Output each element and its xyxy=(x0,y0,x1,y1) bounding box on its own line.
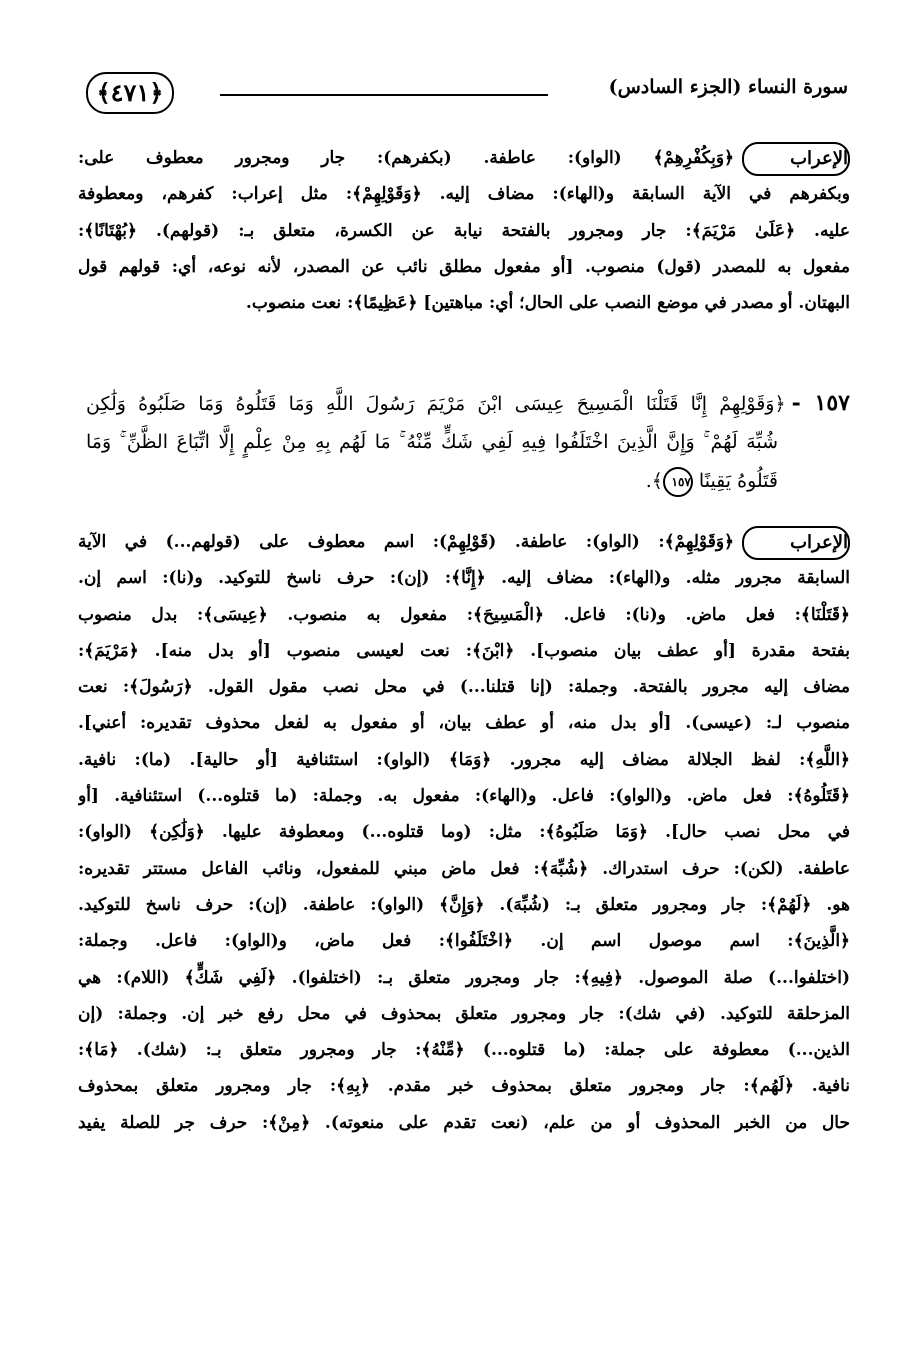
irab-line: الذين...) معطوفة على جملة: (ما قتلوه...) ﴿مِّنْهُ﴾: جار ومجرور متعلق بـ: (شك). ﴿مَا﴾: xyxy=(78,1040,850,1061)
irab-line xyxy=(78,524,850,560)
irab-line: ﴿اللَّهِ﴾: لفظ الجلالة مضاف إليه مجرور. ﴿وَمَا﴾ (الواو): استئنافية [أو حالية]. (ما): نافية. xyxy=(78,749,850,770)
verse-number: ١٥٧ - xyxy=(791,390,850,416)
irab-line: المزحلقة للتوكيد. (في شك): جار ومجرور متعلق بمحذوف في محل رفع خبر إن. وجملة: (إن xyxy=(78,1003,850,1024)
page-header xyxy=(80,70,848,114)
irab-line: نافية. ﴿لَهُم﴾: جار ومجرور متعلق بمحذوف خبر مقدم. ﴿بِهِ﴾: جار ومجرور متعلق بمحذوف xyxy=(78,1076,850,1097)
verse-line xyxy=(86,384,850,423)
irab-line: ﴿الَّذِينَ﴾: اسم موصول اسم إن. ﴿اخْتَلَفُوا﴾: فعل ماض، و(الواو): فاعل. وجملة: xyxy=(78,931,850,952)
page-number: ﴿٤٧١﴾ xyxy=(86,72,174,114)
verse-line xyxy=(86,462,850,501)
verse-line: شُبِّهَ لَهُمْ ۚ وَإِنَّ الَّذِينَ اخْتَلَفُوا فِيهِ لَفِي شَكٍّ مِّنْهُ ۚ مَا لَهُم بِهِ مِنْ عِلْمٍ إِلَّا اتِّبَاعَ الظَّنِّ ۚ وَمَا xyxy=(86,431,778,453)
verse-text: ﴿وَقَوْلِهِمْ إِنَّا قَتَلْنَا الْمَسِيحَ عِيسَى ابْنَ مَرْيَمَ رَسُولَ اللَّهِ وَمَا قَتَلُوهُ وَمَا صَلَبُوهُ وَلَٰكِن xyxy=(86,393,786,415)
irab-line: عاطفة. (لكن): حرف استدراك. ﴿شُبِّهَ﴾: فعل ماض مبني للمفعول، ونائب الفاعل مستتر تقديره: xyxy=(78,858,850,879)
irab-line: في محل نصب حال]. ﴿وَمَا صَلَبُوهُ﴾: مثل: (وما قتلوه...) ومعطوفة عليها. ﴿وَلَٰكِن﴾ (الواو): xyxy=(78,822,850,843)
irab-line: البهتان. أو مصدر في موضع النصب على الحال؛ أي: مباهتين] ﴿عَظِيمًا﴾: نعت منصوب. xyxy=(245,293,850,314)
irab-line: مفعول به للمصدر (قول) منصوب. [أو مفعول مطلق نائب عن المصدر، لأنه نوعه، أي: قولهم قول xyxy=(78,256,850,277)
irab-text: ﴿وَقَوْلِهِمْ﴾: (الواو): عاطفة. (قَوْلِهِمْ): اسم معطوف على (قولهم...) في الآية xyxy=(78,532,734,552)
irab-line: حال من الخبر المحذوف أو من علم، (نعت تقدم على منعوته). ﴿مِنْ﴾: حرف جر للصلة يفيد xyxy=(78,1112,850,1133)
irab-line: وبكفرهم في الآية السابقة و(الهاء): مضاف إليه. ﴿وَقَوْلِهِمْ﴾: مثل إعراب: كفرهم، ومعطوفة xyxy=(78,184,850,205)
irab-text: ﴿وَبِكُفْرِهِمْ﴾ (الواو): عاطفة. (بكفرهم): جار ومجرور معطوف على: xyxy=(78,148,734,168)
irab-line xyxy=(78,140,850,176)
irab-line: (اختلفوا...) صلة الموصول. ﴿فِيهِ﴾: جار ومجرور متعلق بـ: (اختلفوا). ﴿لَفِي شَكٍّ﴾ (اللام): هي xyxy=(78,967,850,988)
irab-line: عليه. ﴿عَلَىٰ مَرْيَمَ﴾: جار ومجرور بالفتحة نيابة عن الكسرة، متعلق بـ: (قولهم). ﴿بُهْتَانًا﴾: xyxy=(78,220,850,241)
irab-line: السابقة مجرور مثله. و(الهاء): مضاف إليه. ﴿إِنَّا﴾: (إن): حرف ناسخ للتوكيد. و(نا): اسم إن. xyxy=(78,568,850,589)
irab-line: منصوب لـ: (عيسى). [أو بدل منه، أو عطف بيان، أو مفعول به لفعل محذوف تقديره: أعني]. xyxy=(78,713,850,734)
irab-line: بفتحة مقدرة [أو عطف بيان منصوب]. ﴿ابْنَ﴾: نعت لعيسى منصوب [أو بدل منه]. ﴿مَرْيَمَ﴾: xyxy=(78,640,850,661)
ayah-end-icon: ١٥٧ xyxy=(663,467,693,497)
verse-close: ﴾. xyxy=(645,470,663,492)
surah-title: سورة النساء (الجزء السادس) xyxy=(608,76,848,98)
irab-block-2 xyxy=(78,524,850,1141)
irab-label: الإعراب xyxy=(742,526,850,560)
irab-line: مضاف إليه مجرور بالفتحة. وجملة: (إنا قتلنا...) في محل نصب مقول القول. ﴿رَسُولَ﴾: نعت xyxy=(78,677,850,698)
verse-157 xyxy=(86,384,850,501)
verse-text: قَتَلُوهُ يَقِينًا xyxy=(698,470,778,492)
irab-block-1 xyxy=(78,140,850,321)
irab-line: ﴿قَتَلْنَا﴾: فعل ماض. و(نا): فاعل. ﴿الْمَسِيحَ﴾: مفعول به منصوب. ﴿عِيسَى﴾: بدل منصوب xyxy=(78,604,850,625)
irab-line: ﴿قَتَلُوهُ﴾: فعل ماض. و(الواو): فاعل. و(الهاء): مفعول به. وجملة: (ما قتلوه...) استئنافية. [أو xyxy=(78,786,850,807)
irab-line: هو. ﴿لَهُمْ﴾: جار ومجرور متعلق بـ: (شُبِّهَ). ﴿وَإِنَّ﴾ (الواو): عاطفة. (إن): حرف ناسخ للتوكيد. xyxy=(78,894,850,915)
irab-label: الإعراب xyxy=(742,142,850,176)
header-rule xyxy=(220,94,548,96)
